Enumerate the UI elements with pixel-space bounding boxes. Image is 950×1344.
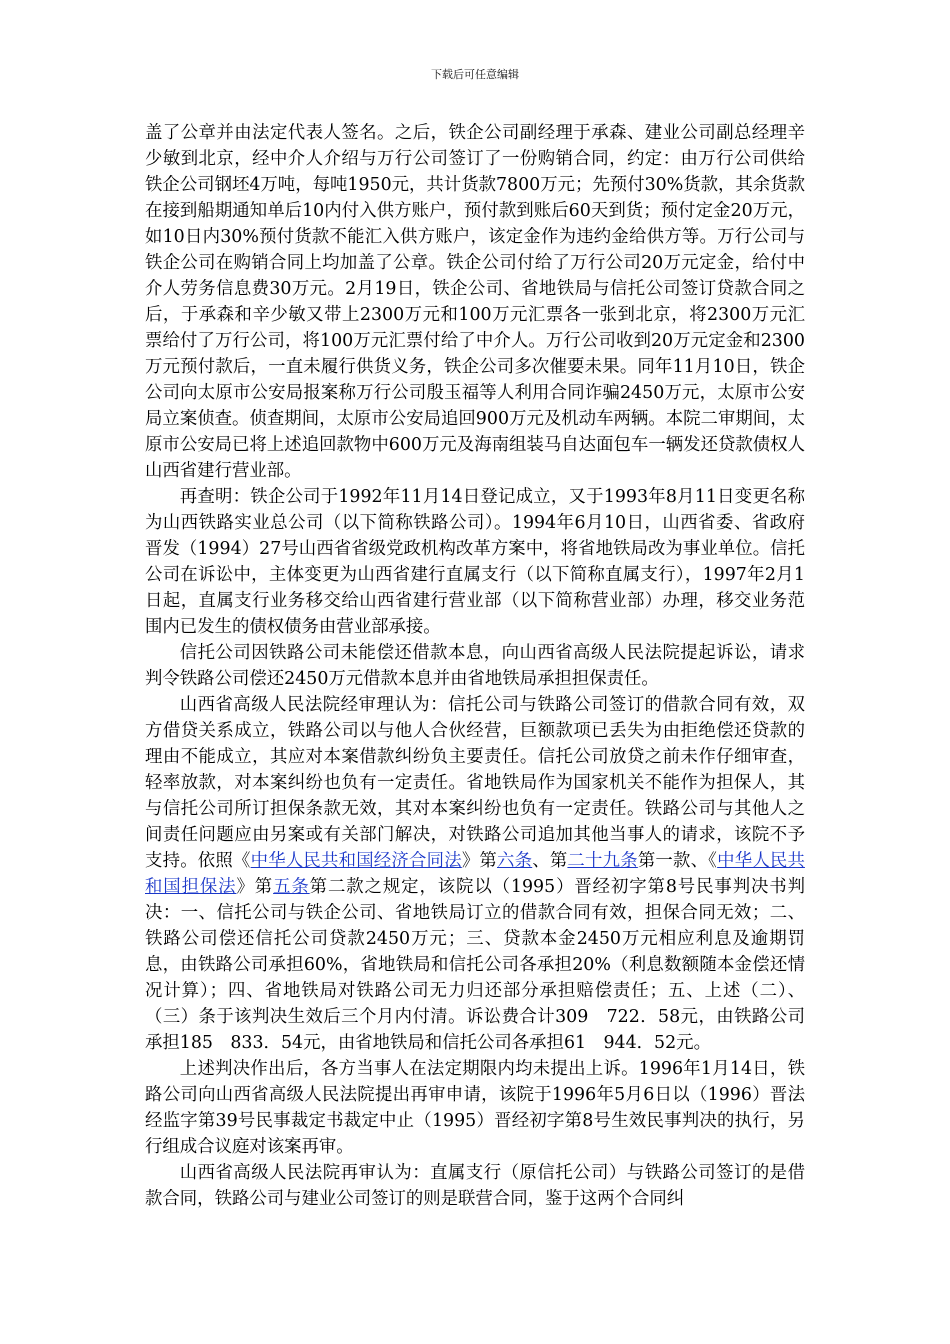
paragraph-5: 上述判决作出后，各方当事人在法定期限内均未提出上诉。1996年1月14日，铁路公司向山西省高级人民法院提出再审申请，该院于1996年5月6日以（1996）晋法经监字第39号民事裁定书裁定中止（1995）晋经初字第8号生效民事判决的执行，另行组成合议庭对该案再审。 xyxy=(145,1059,805,1157)
paragraph-6: 山西省高级人民法院再审认为：直属支行（原信托公司）与铁路公司签订的是借款合同，铁路公司与建业公司签订的则是联营合同，鉴于这两个合同纠 xyxy=(145,1163,805,1209)
paragraph-4-text: 》第 xyxy=(461,851,498,871)
page-header: 下载后可任意编辑 xyxy=(431,68,519,81)
paragraph-1: 盖了公章并由法定代表人签名。之后，铁企公司副经理于承森、建业公司副总经理辛少敏到北京，经中介人介绍与万行公司签订了一份购销合同，约定：由万行公司供给铁企公司钢坯4万吨，每吨1950元，共计货款7800万元；先预付30%货款，其余货款在接到船期通知单后10内付入供方账户，预付款到账后60天到货；预付定金20万元，如10日内30%预付货款不能汇入供方账户，该定金作为违约金给供方等。万行公司与铁企公司在购销合同上均加盖了公章。铁企公司付给了万行公司20万元定金，给付中介人劳务信息费30万元。2月19日，铁企公司、省地铁局与信托公司签订贷款合同之后，于承森和辛少敏又带上2300万元和100万元汇票各一张到北京，将2300万元汇票给付了万行公司，将100万元汇票付给了中介人。万行公司收到20万元定金和2300万元预付款后，一直未履行供货义务，铁企公司多次催要未果。同年11月10日，铁企公司向太原市公安局报案称万行公司殷玉福等人利用合同诈骗2450万元，太原市公安局立案侦查。侦查期间，太原市公安局追回900万元及机动车两辆。本院二审期间，太原市公安局已将上述追回款物中600万元及海南组装马自达面包车一辆发还贷款债权人山西省建行营业部。 xyxy=(145,123,805,481)
paragraph-2: 再查明：铁企公司于1992年11月14日登记成立，又于1993年8月11日变更名称为山西铁路实业总公司（以下简称铁路公司）。1994年6月10日，山西省委、省政府晋发（1994）27号山西省省级党政机构改革方案中，将省地铁局改为事业单位。信托公司在诉讼中，主体变更为山西省建行直属支行（以下简称直属支行），1997年2月1日起，直属支行业务移交给山西省建行营业部（以下简称营业部）办理，移交业务范围内已发生的债权债务由营业部承接。 xyxy=(145,487,805,637)
link-article-5[interactable]: 五条 xyxy=(273,877,310,897)
link-article-29[interactable]: 二十九条 xyxy=(567,851,638,871)
link-economic-contract-law[interactable]: 中华人民共和国经济合同法 xyxy=(250,851,462,871)
paragraph-4-text: 第二款之规定，该院以（1995）晋经初字第8号民事判决书判决：一、信托公司与铁企公司、省地铁局订立的借款合同有效，担保合同无效；二、铁路公司偿还信托公司贷款2450万元；三、贷款本金2450万元相应利息及逾期罚息，由铁路公司承担60%，省地铁局和信托公司各承担20%（利息数额随本金偿还情况计算）；四、省地铁局对铁路公司无力归还部分承担赔偿责任；五、上述（二）、（三）条于该判决生效后三个月内付清。诉讼费合计309 722．58元，由铁路公司承担185 833．54元，由省地铁局和信托公司各承担61 944．52元。 xyxy=(145,877,805,1053)
document-body xyxy=(145,120,805,1212)
paragraph-4-text: 、第 xyxy=(532,851,568,871)
paragraph-3: 信托公司因铁路公司未能偿还借款本息，向山西省高级人民法院提起诉讼，请求判令铁路公司偿还2450万元借款本息并由省地铁局承担担保责任。 xyxy=(145,643,805,689)
paragraph-4-text: 》第 xyxy=(236,877,274,897)
paragraph-4-text: 第一款、《 xyxy=(637,851,718,871)
paragraph-4 xyxy=(145,692,805,1056)
paragraph-4-text: 山西省高级人民法院经审理认为：信托公司与铁路公司签订的借款合同有效，双方借贷关系成立，铁路公司以与他人合伙经营，巨额款项已丢失为由拒绝偿还贷款的理由不能成立，其应对本案借款纠纷负主要责任。信托公司放贷之前未作仔细审查，轻率放款，对本案纠纷也负有一定责任。省地铁局作为国家机关不能作为担保人，其与信托公司所订担保条款无效，其对本案纠纷也负有一定责任。铁路公司与其他人之间责任问题应由另案或有关部门解决，对铁路公司追加其他当事人的请求，该院不予支持。依照《 xyxy=(145,695,805,871)
link-guarantee-law[interactable]: 中华人民共和国担保法 xyxy=(145,851,805,897)
link-article-6[interactable]: 六条 xyxy=(497,851,533,871)
